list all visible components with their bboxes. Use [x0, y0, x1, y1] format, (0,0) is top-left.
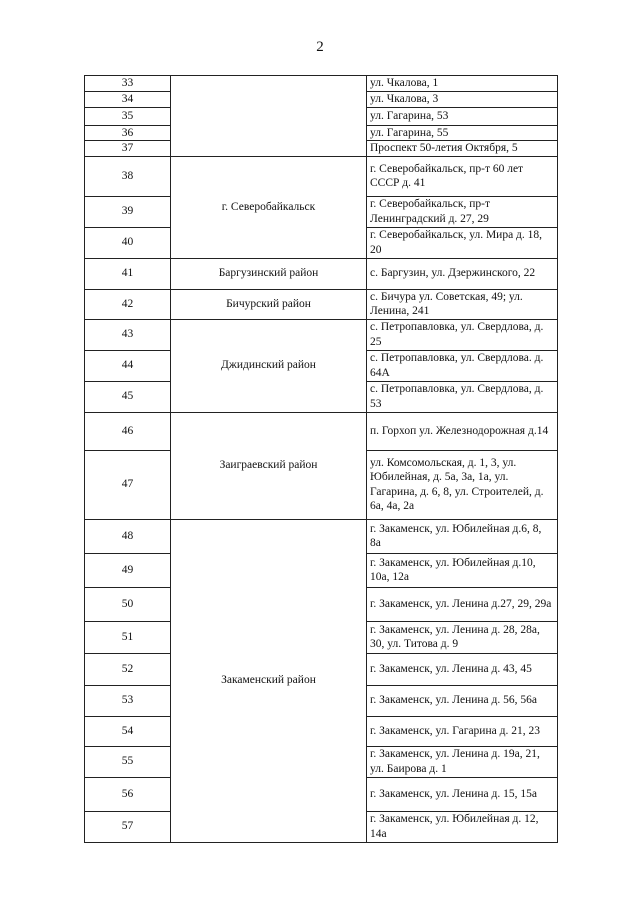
row-number: 55 — [85, 746, 171, 777]
row-number: 35 — [85, 107, 171, 125]
address-cell: ул. Гагарина, 53 — [367, 107, 558, 125]
row-number: 33 — [85, 76, 171, 92]
row-number: 36 — [85, 125, 171, 141]
row-number: 34 — [85, 91, 171, 107]
address-cell: с. Петропавловка, ул. Свердлова. д. 64А — [367, 350, 558, 381]
row-number: 50 — [85, 587, 171, 621]
table-row — [85, 258, 558, 289]
address-cell: г. Северобайкальск, пр-т 60 лет СССР д. 41 — [367, 156, 558, 196]
table-row — [85, 156, 558, 196]
row-number: 45 — [85, 381, 171, 412]
address-cell: Проспект 50-летия Октября, 5 — [367, 141, 558, 157]
row-number: 39 — [85, 196, 171, 227]
address-cell: с. Бичура ул. Советская, 49; ул. Ленина, 241 — [367, 289, 558, 319]
row-number: 37 — [85, 141, 171, 157]
address-cell: п. Горхоп ул. Железнодорожная д.14 — [367, 412, 558, 450]
table-row — [85, 319, 558, 350]
page-number: 2 — [316, 39, 324, 55]
address-cell: г. Закаменск, ул. Гагарина д. 21, 23 — [367, 716, 558, 746]
address-cell: г. Закаменск, ул. Ленина д. 43, 45 — [367, 653, 558, 685]
address-cell: ул. Чкалова, 1 — [367, 76, 558, 92]
row-number: 41 — [85, 258, 171, 289]
table-row — [85, 289, 558, 319]
district-cell: Закаменский район — [171, 519, 367, 842]
row-number: 38 — [85, 156, 171, 196]
address-cell: ул. Гагарина, 55 — [367, 125, 558, 141]
row-number: 56 — [85, 777, 171, 811]
row-number: 46 — [85, 412, 171, 450]
address-cell: г. Закаменск, ул. Ленина д.27, 29, 29а — [367, 587, 558, 621]
district-cell: Бичурский район — [171, 289, 367, 319]
address-cell: с. Петропавловка, ул. Свердлова, д. 25 — [367, 319, 558, 350]
address-cell: г. Закаменск, ул. Ленина д. 28, 28а, 30, ул. Титова д. 9 — [367, 621, 558, 653]
address-cell: с. Петропавловка, ул. Свердлова, д. 53 — [367, 381, 558, 412]
address-table — [84, 75, 558, 843]
address-cell: ул. Чкалова, 3 — [367, 91, 558, 107]
address-cell: г. Закаменск, ул. Ленина д. 19а, 21, ул. Баирова д. 1 — [367, 746, 558, 777]
district-cell: Джидинский район — [171, 319, 367, 412]
address-cell: г. Закаменск, ул. Ленина д. 56, 56а — [367, 685, 558, 716]
district-cell — [171, 76, 367, 157]
address-cell: г. Закаменск, ул. Ленина д. 15, 15а — [367, 777, 558, 811]
address-cell: г. Северобайкальск, ул. Мира д. 18, 20 — [367, 227, 558, 258]
table-row — [85, 519, 558, 553]
row-number: 40 — [85, 227, 171, 258]
address-cell: г. Закаменск, ул. Юбилейная д.6, 8, 8а — [367, 519, 558, 553]
row-number: 57 — [85, 811, 171, 842]
address-cell: г. Закаменск, ул. Юбилейная д. 12, 14а — [367, 811, 558, 842]
row-number: 49 — [85, 553, 171, 587]
address-cell: г. Северобайкальск, пр-т Ленинградский д. 27, 29 — [367, 196, 558, 227]
table-row — [85, 412, 558, 450]
address-cell: с. Баргузин, ул. Дзержинского, 22 — [367, 258, 558, 289]
row-number: 51 — [85, 621, 171, 653]
row-number: 47 — [85, 450, 171, 519]
district-cell: г. Северобайкальск — [171, 156, 367, 258]
row-number: 43 — [85, 319, 171, 350]
district-cell: Баргузинский район — [171, 258, 367, 289]
row-number: 52 — [85, 653, 171, 685]
row-number: 53 — [85, 685, 171, 716]
district-cell: Заиграевский район — [171, 412, 367, 519]
row-number: 48 — [85, 519, 171, 553]
address-cell: ул. Комсомольская, д. 1, 3, ул. Юбилейная, д. 5а, 3а, 1а, ул. Гагарина, д. 6, 8, ул. Строителей, д. 6а, 4а, 2а — [367, 450, 558, 519]
row-number: 44 — [85, 350, 171, 381]
row-number: 54 — [85, 716, 171, 746]
address-cell: г. Закаменск, ул. Юбилейная д.10, 10а, 12а — [367, 553, 558, 587]
table-row — [85, 76, 558, 92]
row-number: 42 — [85, 289, 171, 319]
